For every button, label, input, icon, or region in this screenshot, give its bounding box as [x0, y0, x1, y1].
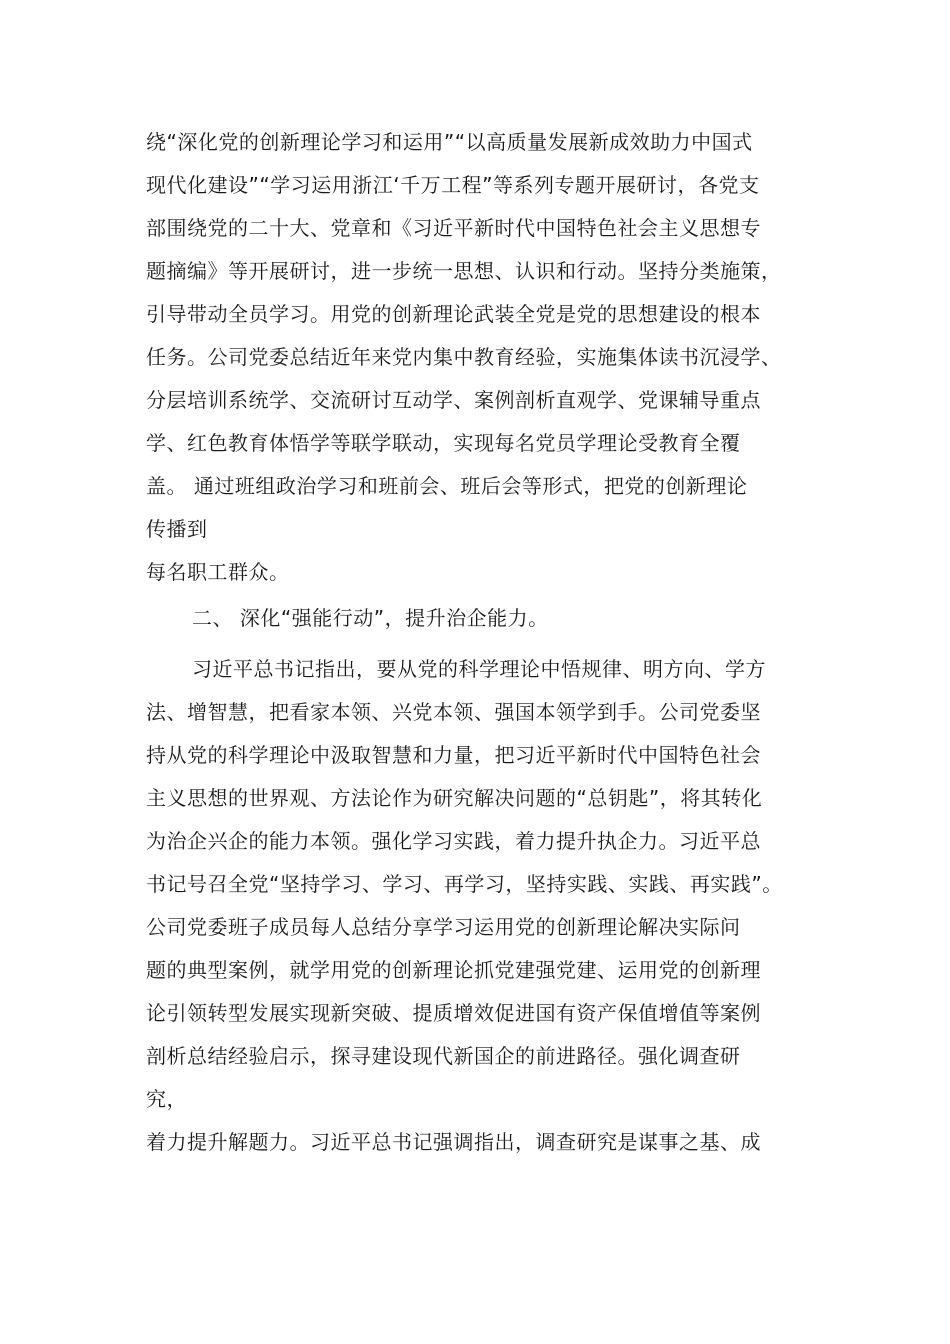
text-line: 现代化建设”“学习运用浙江‘千万工程”等系列专题开展研讨，各党支: [146, 173, 760, 197]
text-line: 学、红色教育体悟学等联学联动，实现每名党员学理论受教育全覆: [146, 431, 741, 455]
text-line: 分层培训系统学、交流研讨互动学、案例剖析直观学、党课辅导重点: [146, 388, 761, 412]
text-line: 书记号召全党“坚持学习、学习、再学习，坚持实践、实践、再实践”。: [146, 872, 783, 896]
text-line: 部围绕党的二十大、党章和《习近平新时代中国特色社会主义思想专: [146, 216, 761, 240]
text-line: 绕“深化党的创新理论学习和运用”“以高质量发展新成效助力中国式: [146, 130, 753, 154]
text-line: 法、增智慧，把看家本领、兴党本领、强国本领学到手。公司党委坚: [146, 700, 761, 724]
text-line: 题的典型案例，就学用党的创新理论抓党建强党建、运用党的创新理: [146, 958, 761, 982]
section-heading: 二、 深化“强能行动”，提升治企能力。: [192, 606, 549, 630]
text-line: 每名职工群众。: [146, 560, 290, 584]
text-line: 着力提升解题力。习近平总书记强调指出，调查研究是谋事之基、成: [146, 1130, 761, 1154]
text-line: 主义思想的世界观、方法论作为研究解决问题的“总钥匙”，将其转化: [146, 786, 763, 810]
text-line: 盖。 通过班组政治学习和班前会、班后会等形式，把党的创新理论: [146, 474, 748, 498]
text-line: 持从党的科学理论中汲取智慧和力量，把习近平新时代中国特色社会: [146, 743, 761, 767]
text-line: 公司党委班子成员每人总结分享学习运用党的创新理论解决实际问: [146, 915, 741, 939]
text-line: 题摘编》等开展研讨，进一步统一思想、认识和行动。坚持分类施策，: [146, 259, 782, 283]
text-line: 究，: [146, 1087, 187, 1111]
text-line: 传播到: [146, 517, 208, 541]
text-line: 习近平总书记指出，要从党的科学理论中悟规律、明方向、学方: [192, 657, 766, 681]
text-line: 引导带动全员学习。用党的创新理论武装全党是党的思想建设的根本: [146, 302, 761, 326]
text-line: 为治企兴企的能力本领。强化学习实践，着力提升执企力。习近平总: [146, 829, 761, 853]
text-line: 论引领转型发展实现新突破、提质增效促进国有资产保值增值等案例: [146, 1001, 761, 1025]
text-line: 剖析总结经验启示，探寻建设现代新国企的前进路径。强化调查研: [146, 1044, 741, 1068]
text-line: 任务。公司党委总结近年来党内集中教育经验，实施集体读书沉浸学、: [146, 345, 782, 369]
